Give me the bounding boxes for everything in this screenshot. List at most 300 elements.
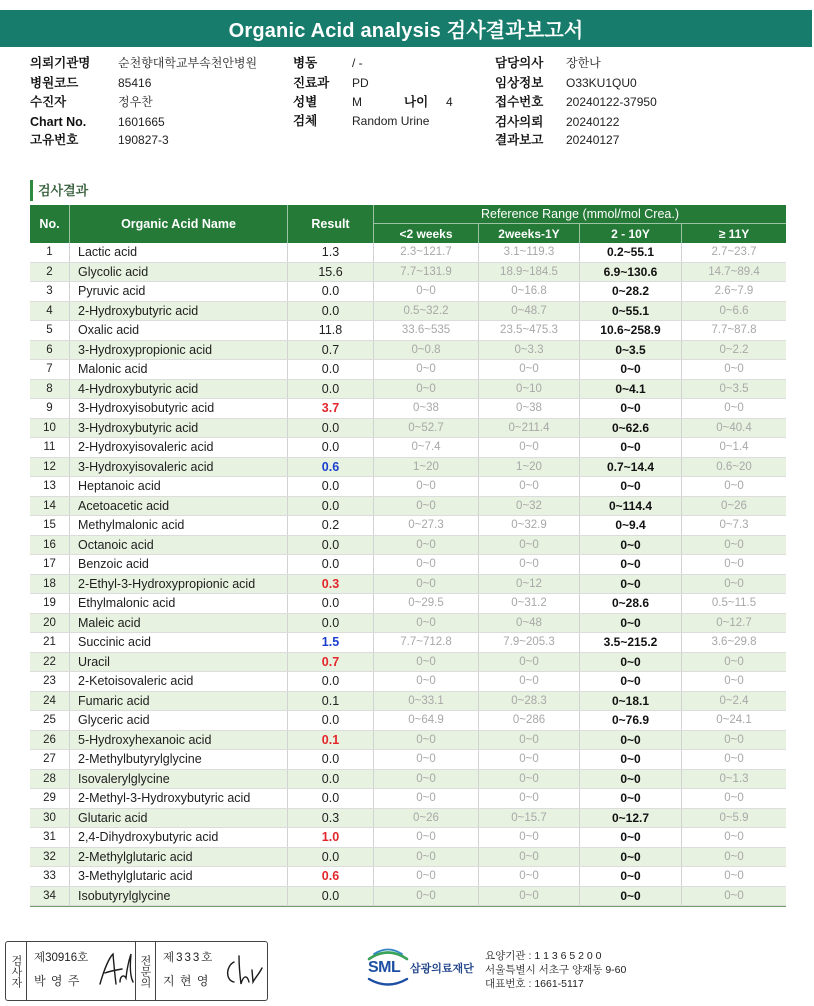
result-value: 0.0 — [288, 302, 374, 321]
organic-acid-name: Acetoacetic acid — [70, 497, 288, 516]
table-row — [30, 555, 786, 575]
range-under-2-weeks: 0~0 — [374, 848, 479, 867]
examiner-name: 박 영 주 — [34, 974, 81, 988]
row-number: 7 — [30, 360, 70, 379]
range-2-10y: 0~0 — [580, 731, 682, 750]
row-number: 27 — [30, 750, 70, 769]
patient-value: 정우찬 — [118, 95, 153, 109]
range-2weeks-1y: 0~0 — [479, 848, 580, 867]
clinical-info-label: 임상정보 — [495, 76, 544, 90]
range-2-10y: 0~0 — [580, 672, 682, 691]
range-11y-plus: 0~0 — [724, 792, 744, 805]
organic-acid-name: 2-Methylbutyrylglycine — [70, 750, 288, 769]
result-value: 0.6 — [288, 867, 374, 886]
specialist-name: 지 현 영 — [163, 974, 210, 988]
organic-acid-name: 2-Hydroxybutyric acid — [70, 302, 288, 321]
range-11y-plus: 0~0 — [724, 363, 744, 376]
chart-no-label: Chart No. — [30, 115, 87, 129]
range-11y-plus: 0~0 — [724, 733, 744, 746]
range-under-2-weeks: 2.3~121.7 — [374, 243, 479, 262]
table-row — [30, 399, 786, 419]
range-2-10y: 0~114.4 — [580, 497, 682, 516]
range-under-2-weeks: 0~29.5 — [374, 594, 479, 613]
row-number: 14 — [30, 497, 70, 516]
range-11y-plus: 0~0 — [724, 655, 744, 668]
range-under-2-weeks: 0~64.9 — [374, 711, 479, 730]
result-value: 0.0 — [288, 887, 374, 906]
range-under-2-weeks: 0~0 — [374, 555, 479, 574]
range-2weeks-1y: 0~211.4 — [479, 419, 580, 438]
table-row — [30, 575, 786, 595]
doctor-value: 장한나 — [566, 56, 601, 70]
table-row — [30, 887, 786, 907]
results-table-header — [30, 205, 786, 243]
age-value: 4 — [446, 95, 453, 109]
organic-acid-name: 3-Methylglutaric acid — [70, 867, 288, 886]
header-result: Result — [288, 205, 374, 243]
range-2-10y: 10.6~258.9 — [580, 321, 682, 340]
range-11y-plus: 0~12.7 — [716, 616, 752, 629]
range-11y-plus: 0.5~11.5 — [711, 597, 757, 610]
organic-acid-name: Isobutyrylglycine — [70, 887, 288, 906]
range-under-2-weeks: 0~0 — [374, 477, 479, 496]
range-under-2-weeks: 0~52.7 — [374, 419, 479, 438]
range-2weeks-1y: 0~15.7 — [479, 809, 580, 828]
sex-value: M — [352, 95, 362, 109]
range-2weeks-1y: 0~0 — [479, 828, 580, 847]
result-value: 3.7 — [288, 399, 374, 418]
range-2weeks-1y: 0~0 — [479, 750, 580, 769]
range-2weeks-1y: 0~0 — [479, 887, 580, 906]
organic-acid-name: Lactic acid — [70, 243, 288, 262]
result-value: 0.0 — [288, 848, 374, 867]
range-2weeks-1y: 0~3.3 — [479, 341, 580, 360]
range-under-2-weeks: 0~33.1 — [374, 692, 479, 711]
range-11y-plus: 3.6~29.8 — [711, 636, 757, 649]
range-2-10y: 3.5~215.2 — [580, 633, 682, 652]
range-2-10y: 0~9.4 — [580, 516, 682, 535]
range-2-10y: 0~0 — [580, 887, 682, 906]
row-number: 26 — [30, 731, 70, 750]
range-11y-plus: 0~2.4 — [719, 694, 749, 707]
specialist-license: 제333호 — [163, 952, 215, 964]
range-2-10y: 0~0 — [580, 360, 682, 379]
row-number: 17 — [30, 555, 70, 574]
organic-acid-name: Succinic acid — [70, 633, 288, 652]
doctor-label: 담당의사 — [495, 56, 544, 70]
organic-acid-name: Glycolic acid — [70, 263, 288, 282]
row-number: 31 — [30, 828, 70, 847]
table-row — [30, 633, 786, 653]
range-under-2-weeks: 0~0 — [374, 653, 479, 672]
row-number: 4 — [30, 302, 70, 321]
table-row — [30, 672, 786, 692]
row-number: 15 — [30, 516, 70, 535]
range-2weeks-1y: 0~286 — [479, 711, 580, 730]
organic-acid-name: Pyruvic acid — [70, 282, 288, 301]
range-11y-plus: 2.7~23.7 — [711, 246, 757, 259]
result-value: 0.1 — [288, 692, 374, 711]
result-value: 0.0 — [288, 419, 374, 438]
table-row — [30, 770, 786, 790]
result-value: 15.6 — [288, 263, 374, 282]
result-value: 0.0 — [288, 282, 374, 301]
range-2-10y: 0~62.6 — [580, 419, 682, 438]
signature-box — [5, 941, 268, 1001]
range-2-10y: 0~0 — [580, 614, 682, 633]
organic-acid-name: Isovalerylglycine — [70, 770, 288, 789]
result-value: 0.0 — [288, 380, 374, 399]
range-2weeks-1y: 0~0 — [479, 477, 580, 496]
unique-no-label: 고유번호 — [30, 133, 79, 147]
table-row — [30, 282, 786, 302]
range-2-10y: 0~3.5 — [580, 341, 682, 360]
organic-acid-name: 3-Hydroxyisovaleric acid — [70, 458, 288, 477]
table-row — [30, 536, 786, 556]
row-number: 9 — [30, 399, 70, 418]
range-under-2-weeks: 0~27.3 — [374, 516, 479, 535]
table-row — [30, 477, 786, 497]
specimen-label: 검체 — [293, 114, 318, 128]
row-number: 33 — [30, 867, 70, 886]
organization-phone: 대표번호 : 1661-5117 — [485, 978, 584, 990]
organic-acid-name: Uracil — [70, 653, 288, 672]
result-value: 0.0 — [288, 594, 374, 613]
range-11y-plus: 0~0 — [724, 675, 744, 688]
organic-acid-name: 2-Methyl-3-Hydroxybutyric acid — [70, 789, 288, 808]
range-2-10y: 0~0 — [580, 867, 682, 886]
row-number: 16 — [30, 536, 70, 555]
organic-acid-name: Malonic acid — [70, 360, 288, 379]
clinical-info-value: O33KU1QU0 — [566, 76, 637, 90]
table-row — [30, 711, 786, 731]
header-range-11y-plus: ≥ 11Y — [718, 226, 750, 241]
range-11y-plus: 0~5.9 — [719, 811, 749, 824]
result-value: 1.0 — [288, 828, 374, 847]
row-number: 28 — [30, 770, 70, 789]
table-row — [30, 497, 786, 517]
table-row — [30, 653, 786, 673]
organic-acid-name: 2-Hydroxyisovaleric acid — [70, 438, 288, 457]
range-2-10y: 0~0 — [580, 750, 682, 769]
range-2-10y: 6.9~130.6 — [580, 263, 682, 282]
range-2-10y: 0~55.1 — [580, 302, 682, 321]
result-value: 0.0 — [288, 555, 374, 574]
ward-label: 병동 — [293, 56, 318, 70]
specialist-title: 전문의 — [135, 942, 156, 1000]
report-date-value: 20240127 — [566, 133, 620, 147]
organic-acid-name: Heptanoic acid — [70, 477, 288, 496]
range-11y-plus: 0~26 — [721, 499, 747, 512]
range-2-10y: 0~28.2 — [580, 282, 682, 301]
row-number: 6 — [30, 341, 70, 360]
range-under-2-weeks: 0~0 — [374, 867, 479, 886]
organic-acid-name: 5-Hydroxyhexanoic acid — [70, 731, 288, 750]
range-2weeks-1y: 0~12 — [479, 575, 580, 594]
range-2-10y: 0~0 — [580, 438, 682, 457]
range-11y-plus: 0~1.4 — [719, 441, 749, 454]
specialist-signature — [222, 948, 264, 992]
department-label: 진료과 — [293, 76, 330, 90]
range-2weeks-1y: 18.9~184.5 — [479, 263, 580, 282]
department-value: PD — [352, 76, 369, 90]
result-value: 1.5 — [288, 633, 374, 652]
row-number: 21 — [30, 633, 70, 652]
range-2weeks-1y: 0~28.3 — [479, 692, 580, 711]
table-row — [30, 302, 786, 322]
range-11y-plus: 0~2.2 — [719, 343, 749, 356]
range-11y-plus: 0~6.6 — [719, 304, 749, 317]
row-number: 23 — [30, 672, 70, 691]
range-2weeks-1y: 0~0 — [479, 360, 580, 379]
range-2weeks-1y: 0~0 — [479, 672, 580, 691]
result-value: 0.0 — [288, 750, 374, 769]
result-value: 0.0 — [288, 438, 374, 457]
range-under-2-weeks: 0~38 — [374, 399, 479, 418]
organic-acid-name: Ethylmalonic acid — [70, 594, 288, 613]
range-2-10y: 0.7~14.4 — [580, 458, 682, 477]
table-row — [30, 692, 786, 712]
range-2-10y: 0~0 — [580, 653, 682, 672]
range-under-2-weeks: 0~0 — [374, 828, 479, 847]
range-2-10y: 0~0 — [580, 399, 682, 418]
range-2weeks-1y: 23.5~475.3 — [479, 321, 580, 340]
organic-acid-name: 2,4-Dihydroxybutyric acid — [70, 828, 288, 847]
range-11y-plus: 0~40.4 — [716, 421, 752, 434]
range-11y-plus: 0~0 — [724, 402, 744, 415]
unique-no-value: 190827-3 — [118, 133, 169, 147]
range-11y-plus: 0~24.1 — [716, 714, 752, 727]
range-2weeks-1y: 0~31.2 — [479, 594, 580, 613]
range-2weeks-1y: 0~10 — [479, 380, 580, 399]
organic-acid-name: Octanoic acid — [70, 536, 288, 555]
table-row — [30, 614, 786, 634]
range-under-2-weeks: 0~0 — [374, 770, 479, 789]
range-under-2-weeks: 0~0 — [374, 887, 479, 906]
row-number: 20 — [30, 614, 70, 633]
range-2-10y: 0.2~55.1 — [580, 243, 682, 262]
table-row — [30, 321, 786, 341]
range-11y-plus: 0~3.5 — [719, 382, 749, 395]
organic-acid-name: Fumaric acid — [70, 692, 288, 711]
range-2-10y: 0~0 — [580, 477, 682, 496]
result-value: 0.2 — [288, 516, 374, 535]
organic-acid-name: 4-Hydroxybutyric acid — [70, 380, 288, 399]
range-11y-plus: 0~0 — [724, 889, 744, 902]
result-value: 1.3 — [288, 243, 374, 262]
organic-acid-name: 2-Ethyl-3-Hydroxypropionic acid — [70, 575, 288, 594]
institution-value: 순천향대학교부속천안병원 — [118, 56, 258, 70]
range-2-10y: 0~76.9 — [580, 711, 682, 730]
range-under-2-weeks: 0~0 — [374, 731, 479, 750]
report-title: Organic Acid analysis 검사결과보고서 — [228, 20, 584, 42]
range-2-10y: 0~4.1 — [580, 380, 682, 399]
organic-acid-name: 3-Hydroxybutyric acid — [70, 419, 288, 438]
table-row — [30, 828, 786, 848]
results-table-body — [30, 243, 786, 907]
range-under-2-weeks: 0~0 — [374, 282, 479, 301]
range-under-2-weeks: 0~26 — [374, 809, 479, 828]
range-2weeks-1y: 0~32.9 — [479, 516, 580, 535]
range-under-2-weeks: 0~0 — [374, 360, 479, 379]
organic-acid-name: Maleic acid — [70, 614, 288, 633]
range-under-2-weeks: 33.6~535 — [374, 321, 479, 340]
range-2weeks-1y: 0~0 — [479, 731, 580, 750]
range-2-10y: 0~28.6 — [580, 594, 682, 613]
row-number: 29 — [30, 789, 70, 808]
range-under-2-weeks: 7.7~712.8 — [374, 633, 479, 652]
hospital-code-label: 병원코드 — [30, 76, 79, 90]
row-number: 5 — [30, 321, 70, 340]
organic-acid-name: 2-Methylglutaric acid — [70, 848, 288, 867]
patient-label: 수진자 — [30, 95, 67, 109]
organization-address: 서울특별시 서초구 양재동 9-60 — [485, 964, 627, 976]
range-2-10y: 0~0 — [580, 848, 682, 867]
range-under-2-weeks: 0~0 — [374, 380, 479, 399]
range-2-10y: 0~0 — [580, 789, 682, 808]
row-number: 12 — [30, 458, 70, 477]
result-value: 0.0 — [288, 614, 374, 633]
table-row — [30, 809, 786, 829]
range-under-2-weeks: 0.5~32.2 — [374, 302, 479, 321]
range-under-2-weeks: 0~0.8 — [374, 341, 479, 360]
range-11y-plus: 0~0 — [724, 538, 744, 551]
organic-acid-name: 3-Hydroxyisobutyric acid — [70, 399, 288, 418]
range-2weeks-1y: 0~0 — [479, 438, 580, 457]
range-11y-plus: 0~0 — [724, 480, 744, 493]
table-row — [30, 867, 786, 887]
sml-logo-mark: SML — [368, 959, 401, 976]
organic-acid-name: Benzoic acid — [70, 555, 288, 574]
age-label: 나이 — [404, 95, 429, 109]
row-number: 3 — [30, 282, 70, 301]
result-value: 0.7 — [288, 341, 374, 360]
result-value: 0.0 — [288, 477, 374, 496]
table-row — [30, 458, 786, 478]
range-2weeks-1y: 0~48.7 — [479, 302, 580, 321]
organic-acid-name: 2-Ketoisovaleric acid — [70, 672, 288, 691]
section-title: 검사결과 — [38, 183, 89, 198]
examiner-signature — [94, 948, 136, 992]
result-value: 11.8 — [288, 321, 374, 340]
range-under-2-weeks: 0~0 — [374, 575, 479, 594]
header-organic-acid-name: Organic Acid Name — [70, 205, 288, 243]
table-row — [30, 731, 786, 751]
result-value: 0.1 — [288, 731, 374, 750]
range-2weeks-1y: 0~16.8 — [479, 282, 580, 301]
ward-value: / - — [352, 56, 363, 70]
range-11y-plus: 0~1.3 — [719, 772, 749, 785]
row-number: 19 — [30, 594, 70, 613]
organic-acid-name: Glutaric acid — [70, 809, 288, 828]
range-2weeks-1y: 0~0 — [479, 536, 580, 555]
request-date-value: 20240122 — [566, 115, 620, 129]
row-number: 2 — [30, 263, 70, 282]
examiner-title: 검사자 — [6, 942, 27, 1000]
organic-acid-name: Glyceric acid — [70, 711, 288, 730]
range-under-2-weeks: 0~0 — [374, 614, 479, 633]
table-row — [30, 516, 786, 536]
receipt-no-value: 20240122-37950 — [566, 95, 657, 109]
range-2-10y: 0~0 — [580, 575, 682, 594]
range-2weeks-1y: 7.9~205.3 — [479, 633, 580, 652]
range-2-10y: 0~0 — [580, 828, 682, 847]
row-number: 11 — [30, 438, 70, 457]
range-under-2-weeks: 0~0 — [374, 789, 479, 808]
table-row — [30, 419, 786, 439]
chart-no-value: 1601665 — [118, 115, 165, 129]
range-2-10y: 0~0 — [580, 770, 682, 789]
receipt-no-label: 접수번호 — [495, 95, 544, 109]
row-number: 34 — [30, 887, 70, 906]
hospital-code-value: 85416 — [118, 76, 152, 90]
result-value: 0.0 — [288, 711, 374, 730]
row-number: 13 — [30, 477, 70, 496]
range-2weeks-1y: 0~38 — [479, 399, 580, 418]
organic-acid-name: 3-Hydroxypropionic acid — [70, 341, 288, 360]
result-value: 0.0 — [288, 360, 374, 379]
organic-acid-name: Oxalic acid — [70, 321, 288, 340]
institution-label: 의뢰기관명 — [30, 56, 91, 70]
specimen-value: Random Urine — [352, 114, 430, 128]
range-under-2-weeks: 7.7~131.9 — [374, 263, 479, 282]
organic-acid-name: Methylmalonic acid — [70, 516, 288, 535]
range-11y-plus: 0~0 — [724, 850, 744, 863]
row-number: 18 — [30, 575, 70, 594]
report-date-label: 결과보고 — [495, 133, 544, 147]
table-row — [30, 848, 786, 868]
result-value: 0.0 — [288, 536, 374, 555]
range-2weeks-1y: 1~20 — [479, 458, 580, 477]
result-value: 0.0 — [288, 789, 374, 808]
row-number: 10 — [30, 419, 70, 438]
range-11y-plus: 7.7~87.8 — [711, 324, 757, 337]
range-11y-plus: 0.6~20 — [716, 460, 752, 473]
row-number: 32 — [30, 848, 70, 867]
table-row — [30, 243, 786, 263]
result-value: 0.7 — [288, 653, 374, 672]
row-number: 8 — [30, 380, 70, 399]
header-range-2-10y: 2 - 10Y — [580, 224, 682, 243]
range-11y-plus: 0~0 — [724, 870, 744, 883]
range-2-10y: 0~12.7 — [580, 809, 682, 828]
range-11y-plus: 0~0 — [724, 577, 744, 590]
row-number: 30 — [30, 809, 70, 828]
header-reference-range: Reference Range (mmol/mol Crea.) — [374, 205, 786, 224]
result-value: 0.6 — [288, 458, 374, 477]
range-2-10y: 0~0 — [580, 536, 682, 555]
result-value: 0.3 — [288, 809, 374, 828]
range-2weeks-1y: 0~32 — [479, 497, 580, 516]
row-number: 25 — [30, 711, 70, 730]
result-value: 0.0 — [288, 770, 374, 789]
examiner-license: 제30916호 — [34, 952, 89, 964]
report-title-banner — [0, 10, 812, 47]
range-2weeks-1y: 0~48 — [479, 614, 580, 633]
range-11y-plus: 0~7.3 — [719, 519, 749, 532]
table-row — [30, 380, 786, 400]
range-2weeks-1y: 0~0 — [479, 867, 580, 886]
section-title-bar — [30, 180, 33, 201]
range-11y-plus: 0~0 — [724, 831, 744, 844]
header-no: No. — [30, 205, 70, 243]
institution-number: 요양기관 : 1 1 3 6 5 2 0 0 — [485, 950, 602, 962]
range-under-2-weeks: 0~0 — [374, 672, 479, 691]
row-number: 24 — [30, 692, 70, 711]
range-2weeks-1y: 0~0 — [479, 770, 580, 789]
range-11y-plus: 0~0 — [724, 558, 744, 571]
header-range-2weeks-1y: 2weeks-1Y — [479, 224, 580, 243]
